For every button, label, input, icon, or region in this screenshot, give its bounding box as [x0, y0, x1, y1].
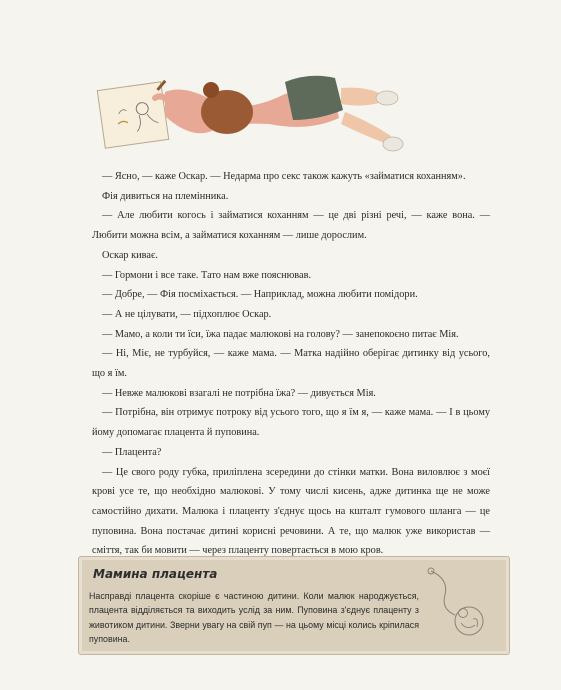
paragraph: — Плацента?	[102, 446, 162, 458]
paragraph: — Потрібна, він отримує потроку від усього того, що я їм я, — каже мама. — І в цьому йому допомагає плацента й пуповина.	[92, 407, 490, 439]
paragraph: — Невже малюкові взагалі не потрібна їжа? — дивується Мія.	[102, 387, 376, 399]
paragraph: — А не цілувати, — підхоплює Оскар.	[102, 308, 272, 320]
story-text	[92, 167, 490, 561]
info-box-text: Насправді плацента скоріше є частиною дитини. Коли малюк народжується, плацента відділяється та виходить услід за ним. Пуповина з'єднує плаценту з животиком дитини. Зверни увагу на свій пуп — на цьому місці колись кріпилася пуповина.	[89, 591, 419, 644]
paragraph: — Ясно, — каже Оскар. — Недарма про секс також кажуть «займатися коханням».	[102, 171, 466, 182]
paragraph: — Гормони і все таке. Тато нам вже пояснював.	[102, 269, 312, 281]
girl-drawing-illustration	[95, 68, 425, 168]
paragraph: — Але любити когось і займатися коханням — це дві різні речі, — каже вона. — Любити можна всім, а займатися коханням — лише дорослим.	[92, 210, 490, 242]
paragraph: — Це свого роду губка, приліплена зсередини до стінки матки. Вона виловлює з моєї крові усе те, що необхідно малюкові. У тому числі кисень, адже дитинка ще не може самостійно дихати. Малюка і плаценту з'єднує щось на кшталт гумового шланга — це пуповина. Вона постачає дитині корисні речовини. А те, що малюк уже використав — сміття, так би мовити — через плаценту повертається в мою кров.	[92, 466, 490, 557]
info-box	[78, 556, 510, 655]
info-box-title: Мамина плацента	[93, 567, 218, 581]
paragraph: Оскар киває.	[102, 249, 158, 261]
paragraph: Фія дивиться на племінника.	[102, 190, 229, 202]
paragraph: — Добре, — Фія посміхається. — Наприклад, можна любити помідори.	[102, 289, 418, 301]
paragraph: — Ні, Міє, не турбуйся, — каже мама. — Матка надійно оберігає дитинку від усього, що я їм.	[92, 348, 490, 380]
paragraph: — Мамо, а коли ти їси, їжа падає малюкові на голову? — занепокоєно питає Мія.	[102, 328, 459, 340]
baby-umbilical-cord-illustration	[425, 563, 503, 649]
